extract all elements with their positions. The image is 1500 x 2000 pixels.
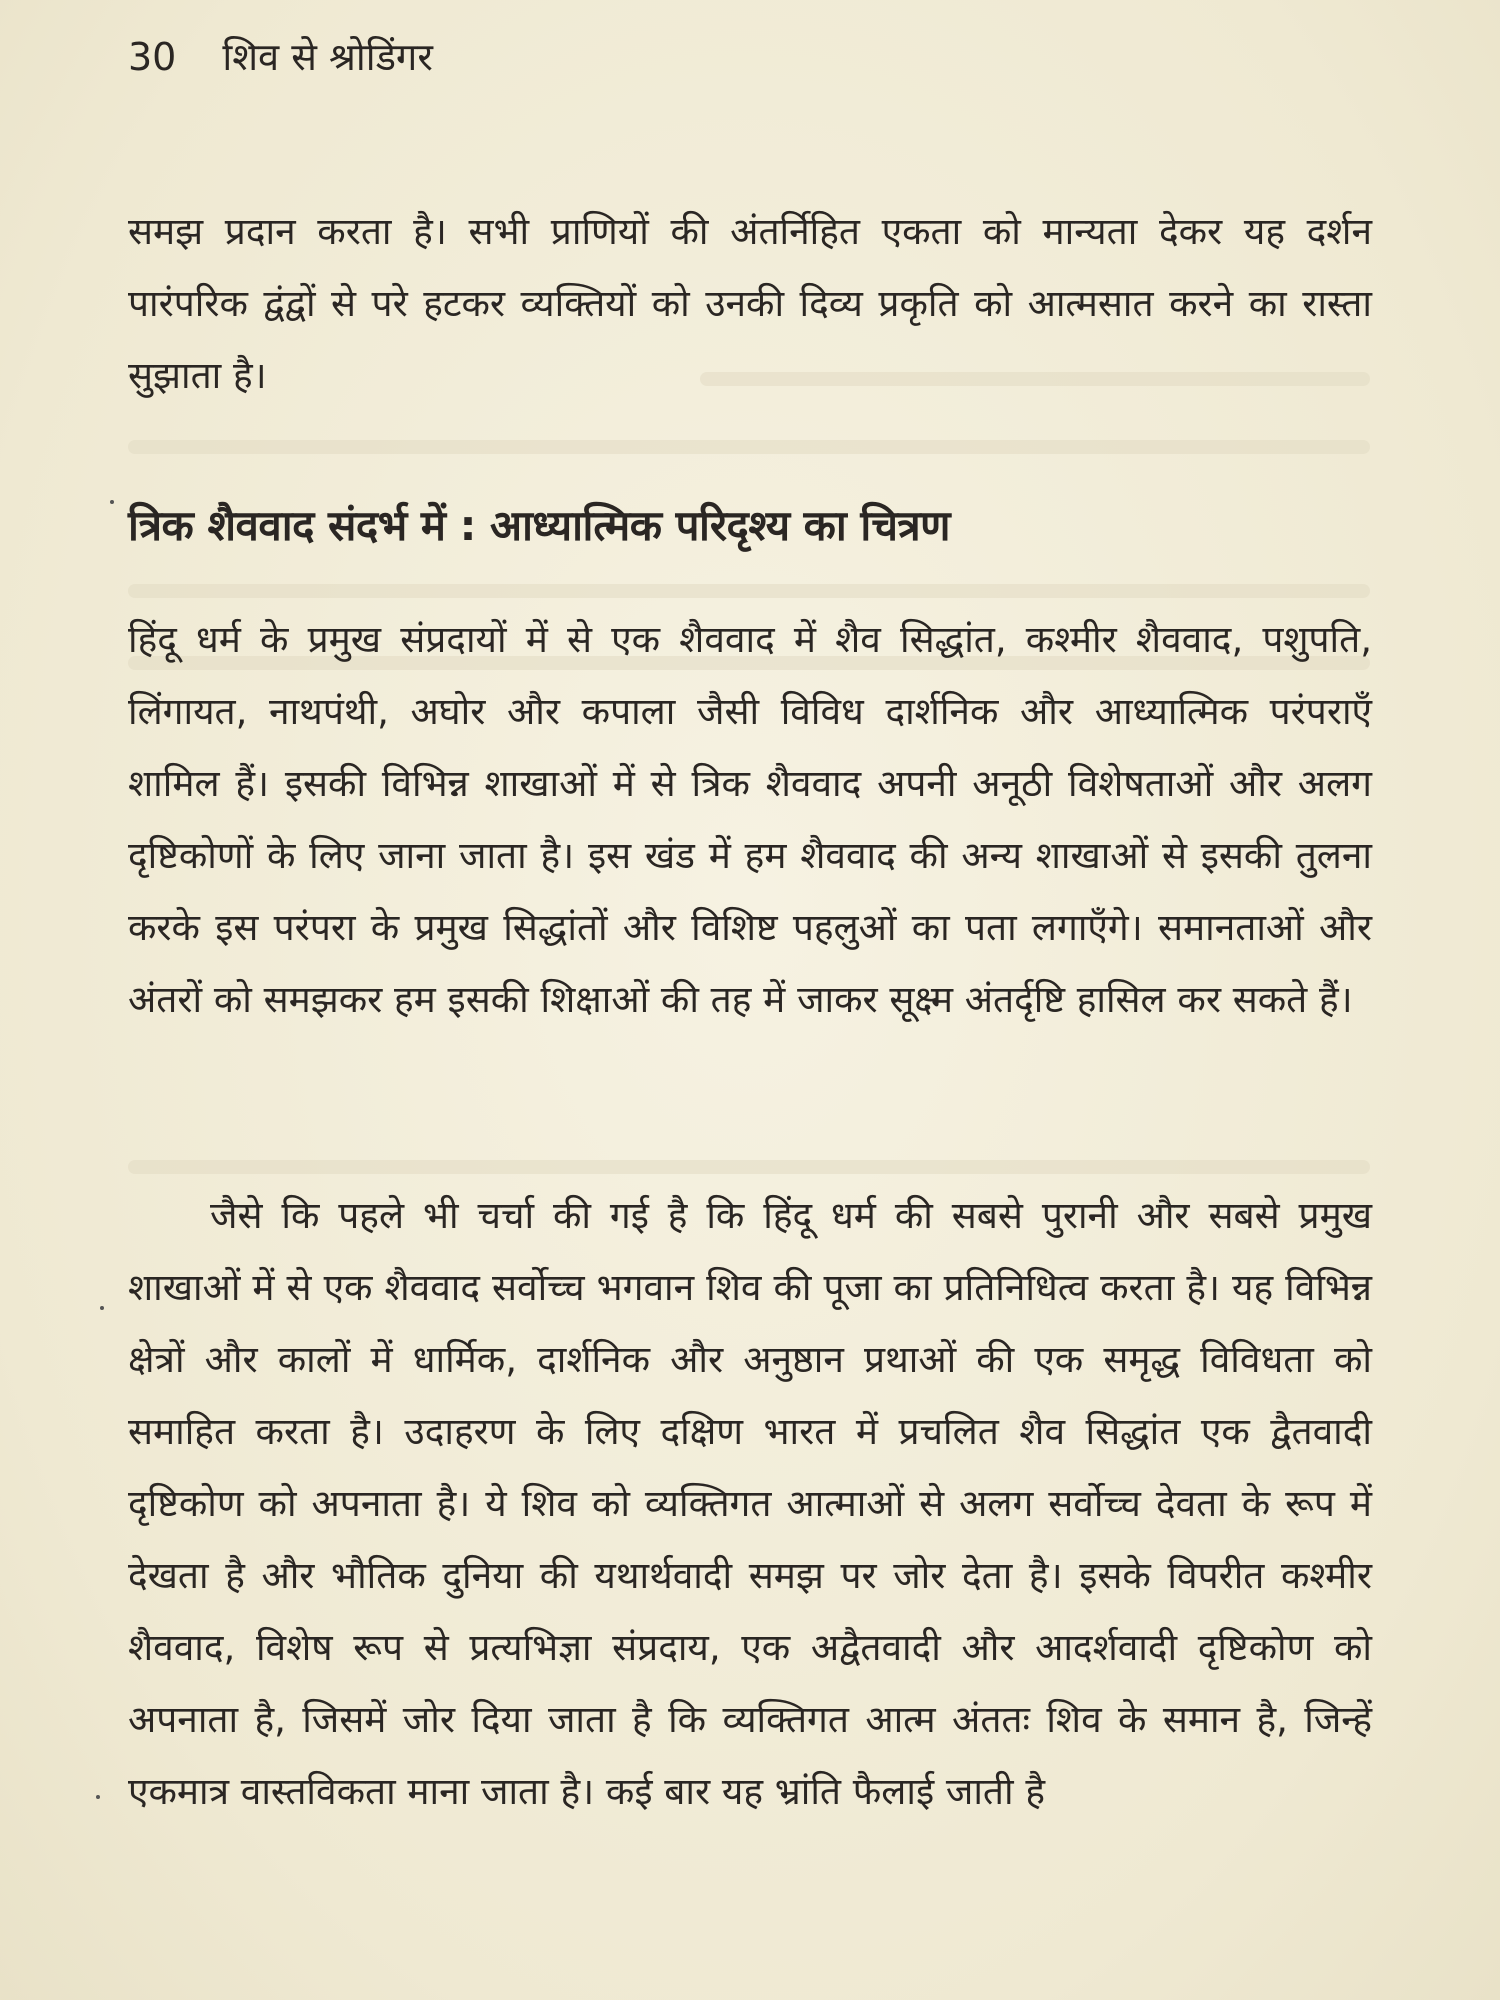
paragraph-intro: समझ प्रदान करता है। सभी प्राणियों की अंतर्निहित एकता को मान्यता देकर यह दर्शन पारंपरिक द्वंद्वों से परे हटकर व्यक्तियों को उनकी दिव्य प्रकृति को आत्मसात करने का रास्ता सुझाता है। <box>128 210 1372 397</box>
print-speck <box>96 1795 100 1799</box>
print-speck <box>110 500 114 504</box>
paragraph-comparison: जैसे कि पहले भी चर्चा की गई है कि हिंदू धर्म की सबसे पुरानी और सबसे प्रमुख शाखाओं में से एक शैववाद सर्वोच्च भगवान शिव की पूजा का प्रतिनिधित्व करता है। यह विभिन्न क्षेत्रों और कालों में धार्मिक, दार्शनिक और अनुष्ठान प्रथाओं की एक समृद्ध विविधता को समाहित करता है। उदाहरण के लिए दक्षिण भारत में प्रचलित शैव सिद्धांत एक द्वैतवादी दृष्टिकोण को अपनाता है। ये शिव को व्यक्तिगत आत्माओं से अलग सर्वोच्च देवता के रूप में देखता है और भौतिक दुनिया की यथार्थवादी समझ पर जोर देता है। इसके विपरीत कश्मीर शैववाद, विशेष रूप से प्रत्यभिज्ञा संप्रदाय, एक अद्वैतवादी और आदर्शवादी दृष्टिकोण को अपनाता है, जिसमें जोर दिया जाता है कि व्यक्तिगत आत्म अंततः शिव के समान है, जिन्हें एकमात्र वास्तविकता माना जाता है। कई बार यह भ्रांति फैलाई जाती है <box>128 1194 1372 1813</box>
page-number: 30 <box>128 35 177 79</box>
paragraph-sects: हिंदू धर्म के प्रमुख संप्रदायों में से एक शैववाद में शैव सिद्धांत, कश्मीर शैववाद, पशुपति, लिंगायत, नाथपंथी, अघोर और कपाला जैसी विविध दार्शनिक और आध्यात्मिक परंपराएँ शामिल हैं। इसकी विभिन्न शाखाओं में से त्रिक शैववाद अपनी अनूठी विशेषताओं और अलग दृष्टिकोणों के लिए जाना जाता है। इस खंड में हम शैववाद की अन्य शाखाओं से इसकी तुलना करके इस परंपरा के प्रमुख सिद्धांतों और विशिष्ट पहलुओं का पता लगाएँगे। समानताओं और अंतरों को समझकर हम इसकी शिक्षाओं की तह में जाकर सूक्ष्म अंतर्दृष्टि हासिल कर सकते हैं। <box>128 618 1372 1021</box>
bleed-through-line <box>128 440 1370 454</box>
section-heading: त्रिक शैववाद संदर्भ में : आध्यात्मिक परिदृश्य का चित्रण <box>128 501 951 550</box>
bleed-through-line <box>128 584 1370 598</box>
running-title: शिव से श्रोडिंगर <box>222 35 433 79</box>
bleed-through-line <box>128 1160 1370 1174</box>
page-header <box>128 30 433 86</box>
print-speck <box>100 1306 104 1310</box>
